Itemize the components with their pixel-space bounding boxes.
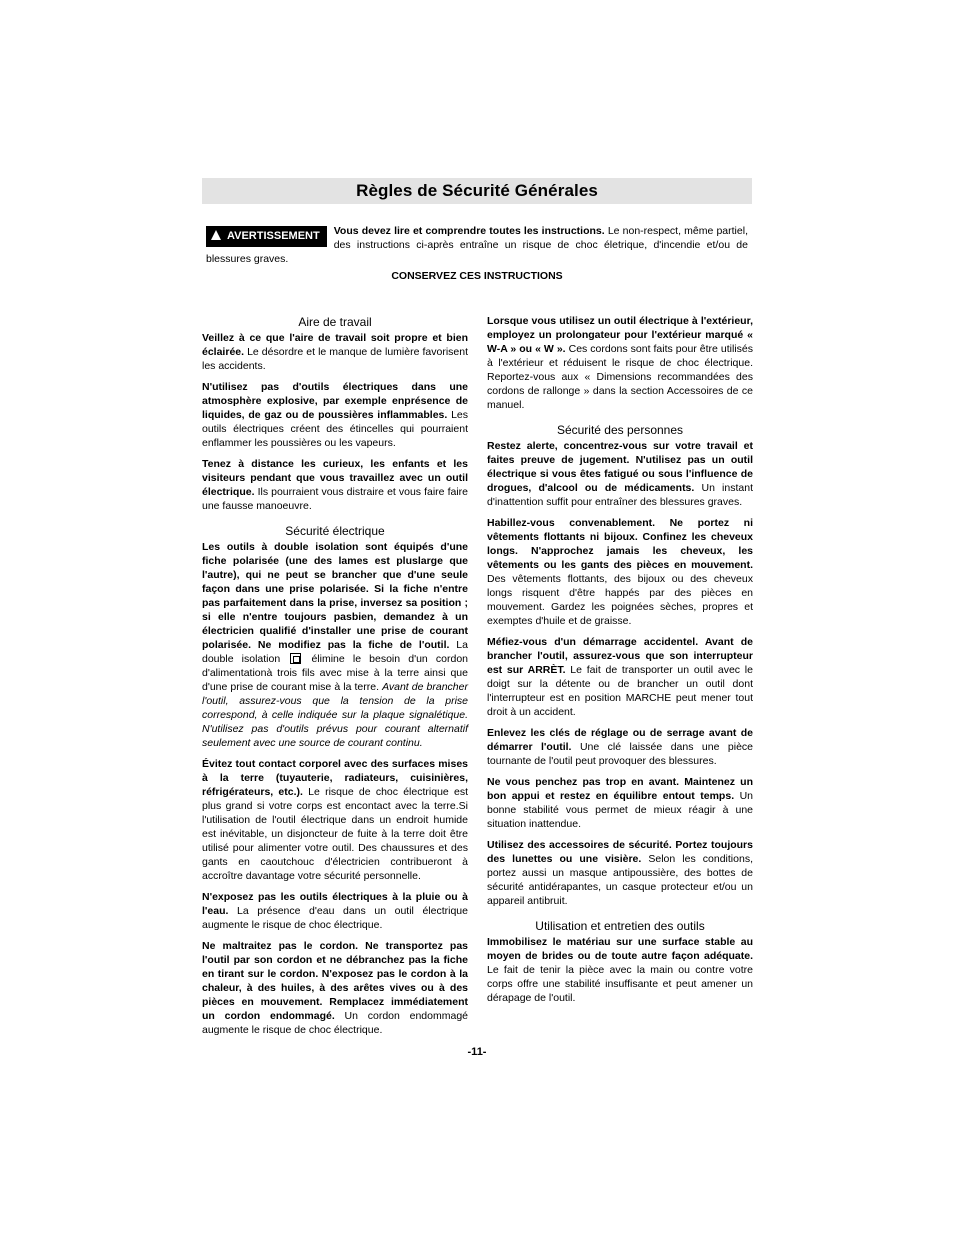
paragraph: [202, 331, 468, 373]
bold-text: Méfiez-vous d'un démarrage accidentel. Avant de brancher l'outil, assurez-vous que son interrupteur est sur ARRÈT.: [487, 636, 753, 676]
body-text: Ils pourraient vous distraire et vous faire faire une fausse manoeuvre.: [202, 486, 468, 512]
warning-lead: Vous devez lire et comprendre toutes les instructions.: [333, 225, 605, 237]
paragraph: [202, 457, 468, 513]
bold-text: N'exposez pas les outils électriques à la pluie ou à l'eau.: [202, 891, 468, 917]
page-title-bar: [202, 178, 752, 204]
body-text: Un instant d'inattention suffit pour entraîner des blessures graves.: [487, 482, 753, 508]
paragraph: [487, 635, 753, 719]
bold-text: Restez alerte, concentrez-vous sur votre travail et faites preuve de jugement. N'utilisez pas un outil électrique si vous êtes fatigué ou sous l'influence de drogues, d'alcool ou de médicaments.: [487, 440, 753, 494]
section-title-electrical-safety: Sécurité électrique: [285, 524, 385, 538]
bold-text: Tenez à distance les curieux, les enfants et les visiteurs pendant que vous travaillez avec un outil électrique.: [202, 458, 468, 498]
body-text: Ces cordons sont faits pour être utilisés à l'extérieur et réduisent le risque de choc électrique. Reportez-vous aux « Dimensions recommandées des cordons de rallonge » dans la section Accessoires de ce manuel.: [487, 343, 753, 411]
bold-text: N'utilisez pas d'outils électriques dans une atmosphère explosive, par exemple enprésence de liquides, de gaz ou de poussières inflammables.: [202, 381, 468, 421]
body-text: Selon les conditions, portez aussi un masque antipoussière, des bottes de sécurité antidérapantes, un casque protecteur et/ou un appareil antibruit.: [487, 853, 753, 907]
bold-text: Ne maltraitez pas le cordon. Ne transportez pas l'outil par son cordon et ne débranchez pas la fiche en tirant sur le cordon. N'exposez pas le cordon à la chaleur, à des huiles, à des arêtes vives ou à des pièces en mouvement. Remplacez immédiatement un cordon endommagé.: [202, 940, 468, 1022]
body-text: La présence d'eau dans un outil électrique augmente le risque de choc électrique.: [202, 905, 468, 931]
italic-text: Avant de brancher l'outil, assurez-vous que la tension de la prise correspond, à celle indiquée sur la plaque signalétique. N'utilisez pas d'outils prévus pour courant alternatif seulement avec une source de courant continu.: [202, 681, 468, 749]
bold-text: Évitez tout contact corporel avec des surfaces mises à la terre (tuyauterie, radiateurs, cuisinières, réfrigérateurs, etc.).: [202, 758, 468, 798]
body-text: Le désordre et le manque de lumière favorisent les accidents.: [202, 346, 468, 372]
paragraph: [202, 757, 468, 883]
section-title-work-area: Aire de travail: [298, 315, 372, 329]
paragraph: [487, 314, 753, 412]
paragraph: [202, 540, 468, 750]
paragraph: [487, 935, 753, 1005]
body-text: Les outils électriques créent des étincelles qui pourraient enflammer les poussières ou les vapeurs.: [202, 409, 468, 449]
bold-text: Habillez-vous convenablement. Ne portez ni vêtements flottants ni bijoux. Confinez les cheveux longs. N'approchez jamais les cheveux, les vêtements ou les gants des pièces en mouvement.: [487, 517, 753, 571]
warning-block: [206, 224, 748, 266]
warning-badge: [206, 226, 327, 247]
body-text: Des vêtements flottants, des bijoux ou des cheveux longs risquent d'être happés par des pièces en mouvement. Gardez les poignées sèches, propres et exemptes d'huile et de graisse.: [487, 573, 753, 627]
warning-triangle-icon: [211, 230, 221, 240]
page-number: -11-: [467, 1046, 487, 1058]
body-text: La double isolation: [202, 639, 468, 665]
paragraph: [487, 775, 753, 831]
body-text: élimine le besoin d'un cordon d'alimentationà trois fils avec mise à la terre ainsi que d'une prise de courant mise à la terre.: [202, 653, 469, 693]
warning-text: Le non-respect, même partiel, des instructions ci-après entraîne un risque de choc életrique, d'incendie et/ou de blessures graves.: [206, 225, 748, 265]
conserve-instructions: CONSERVEZ CES INSTRUCTIONS: [391, 270, 563, 282]
paragraph: [487, 516, 753, 628]
body-text: Le risque de choc électrique est plus grand si votre corps est encontact avec la terre.Si l'utilisation de l'outil électrique dans un endroit humide est inévitable, un disjoncteur de fuite à la terre doit être utilisé pour alimenter votre outil. Des chaussures et des gants en caoutchouc d'électricien contribueront à accroître davantage votre sécurité personnelle.: [202, 786, 468, 882]
paragraph: [487, 439, 753, 509]
body-text: Le fait de transporter un outil avec le doigt sur la détente ou de brancher un outil dont l'interrupteur est en position MARCHE peut mener tout droit à un accident.: [487, 664, 753, 718]
warning-badge-label: AVERTISSEMENT: [227, 230, 320, 242]
paragraph: [202, 939, 468, 1037]
section-title-personal-safety: Sécurité des personnes: [556, 423, 684, 437]
paragraph: [202, 890, 468, 932]
paragraph: [487, 838, 753, 908]
bold-text: Ne vous penchez pas trop en avant. Maintenez un bon appui et restez en équilibre entout temps.: [487, 776, 753, 802]
bold-text: Les outils à double isolation sont équipés d'une fiche polarisée (une des lames est pluslarge que l'autre), qui ne peut se brancher que d'une seule façon dans une prise polarisée. Si la fiche n'entre pas parfaitement dans la prise, inversez sa position ; si elle n'entre toujours pasbien, demandez à un électricien qualifié d'installer une prise de courant polarisée. Ne modifiez pas la fiche de l'outil.: [202, 541, 468, 651]
body-text: Un bonne stabilité vous permet de mieux réagir à une situation inattendue.: [487, 790, 753, 830]
page-title: Règles de Sécurité Générales: [356, 181, 598, 200]
paragraph: [202, 380, 468, 450]
bold-text: Utilisez des accessoires de sécurité. Portez toujours des lunettes ou une visière.: [487, 839, 753, 865]
paragraph: [487, 726, 753, 768]
bold-text: Veillez à ce que l'aire de travail soit propre et bien éclairée.: [202, 332, 468, 358]
section-title-tool-use-care: Utilisation et entretien des outils: [535, 919, 705, 933]
right-column: [487, 314, 753, 1012]
body-text: Une clé laissée dans une pièce tournante de l'outil peut provoquer des blessures.: [487, 741, 754, 767]
body-text: Un cordon endommagé augmente le risque de choc électrique.: [202, 1010, 468, 1036]
body-text: Le fait de tenir la pièce avec la main ou contre votre corps offre une stabilité insuffisante et peut amener un dérapage de l'outil.: [487, 964, 753, 1004]
double-insulation-icon: [290, 653, 301, 664]
left-column: [202, 314, 468, 1044]
bold-text: Lorsque vous utilisez un outil électrique à l'extérieur, employez un prolongateur pour l'extérieur marqué « W-A » ou « W ».: [487, 315, 753, 355]
bold-text: Immobilisez le matériau sur une surface stable au moyen de brides ou de toute autre façon adéquate.: [487, 936, 753, 962]
bold-text: Enlevez les clés de réglage ou de serrage avant de démarrer l'outil.: [487, 727, 753, 753]
